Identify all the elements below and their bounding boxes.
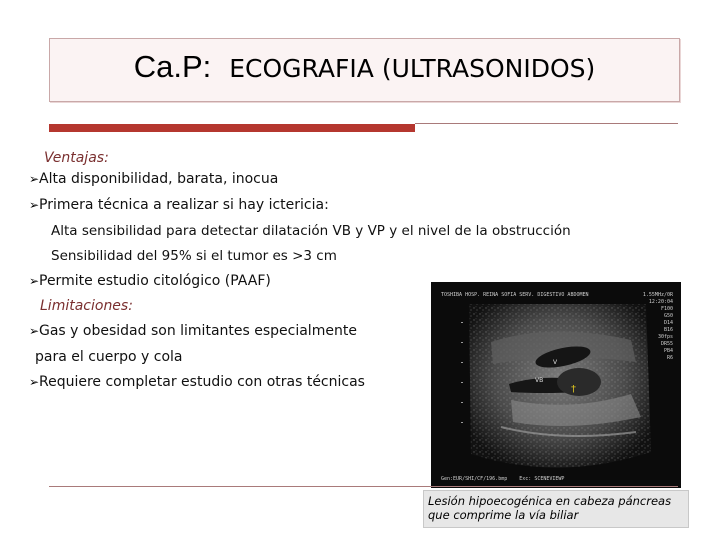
arrow-bullet-icon: ➢ — [29, 172, 40, 186]
ultrasound-header: TOSHIBA HOSP. REINA SOFIA SERV. DIGESTIVO ABDOMEN — [441, 292, 589, 298]
image-caption — [423, 490, 689, 528]
list-item-text: Alta disponibilidad, barata, inocua — [39, 171, 279, 187]
list-item — [29, 323, 357, 339]
list-item — [29, 171, 278, 187]
list-item — [29, 273, 271, 289]
ultrasound-side-info: 1.55MHz/0R 12:20:04 F100 G50 D14 B16 30fps DR55 PB4 R6 — [642, 292, 673, 361]
ventajas-heading: Ventajas: — [44, 150, 109, 166]
sub-item: Sensibilidad del 95% si el tumor es >3 cm — [51, 248, 337, 264]
label-vb: VB — [535, 377, 544, 384]
list-item-text: Permite estudio citológico (PAAF) — [39, 273, 271, 289]
ultrasound-image — [431, 282, 681, 488]
sub-item: Alta sensibilidad para detectar dilatación VB y VP y el nivel de la obstrucción — [51, 223, 571, 239]
limitaciones-heading: Limitaciones: — [40, 298, 133, 314]
arrow-bullet-icon: ➢ — [29, 198, 40, 212]
title-rule — [415, 123, 678, 124]
list-item-continuation: para el cuerpo y cola — [35, 349, 183, 365]
slide-title — [50, 49, 679, 85]
label-v: V — [553, 359, 558, 366]
arrow-bullet-icon: ➢ — [29, 375, 40, 389]
list-item-text: Gas y obesidad son limitantes especialmente — [39, 323, 357, 339]
title-box — [49, 38, 680, 102]
list-item — [29, 197, 329, 213]
title-part1: Ca.P: — [133, 49, 212, 84]
title-part2: ECOGRAFIA (ULTRASONIDOS) — [229, 54, 596, 83]
arrow-bullet-icon: ➢ — [29, 274, 40, 288]
caption-line2: que comprime la vía biliar — [428, 508, 579, 522]
caption-line1: Lesión hipoecogénica en cabeza páncreas — [428, 494, 672, 508]
list-item-text: Primera técnica a realizar si hay ictericia: — [39, 197, 329, 213]
ultrasound-footer: Gen:EUR/SHI/CF/196.bmp Exc: SCENEVIEWP — [441, 476, 565, 482]
accent-bar — [49, 124, 415, 132]
arrow-bullet-icon: ➢ — [29, 324, 40, 338]
bottom-rule — [49, 486, 678, 487]
svg-text:†: † — [571, 384, 576, 395]
list-item — [29, 374, 365, 390]
list-item-text: Requiere completar estudio con otras técnicas — [39, 374, 365, 390]
